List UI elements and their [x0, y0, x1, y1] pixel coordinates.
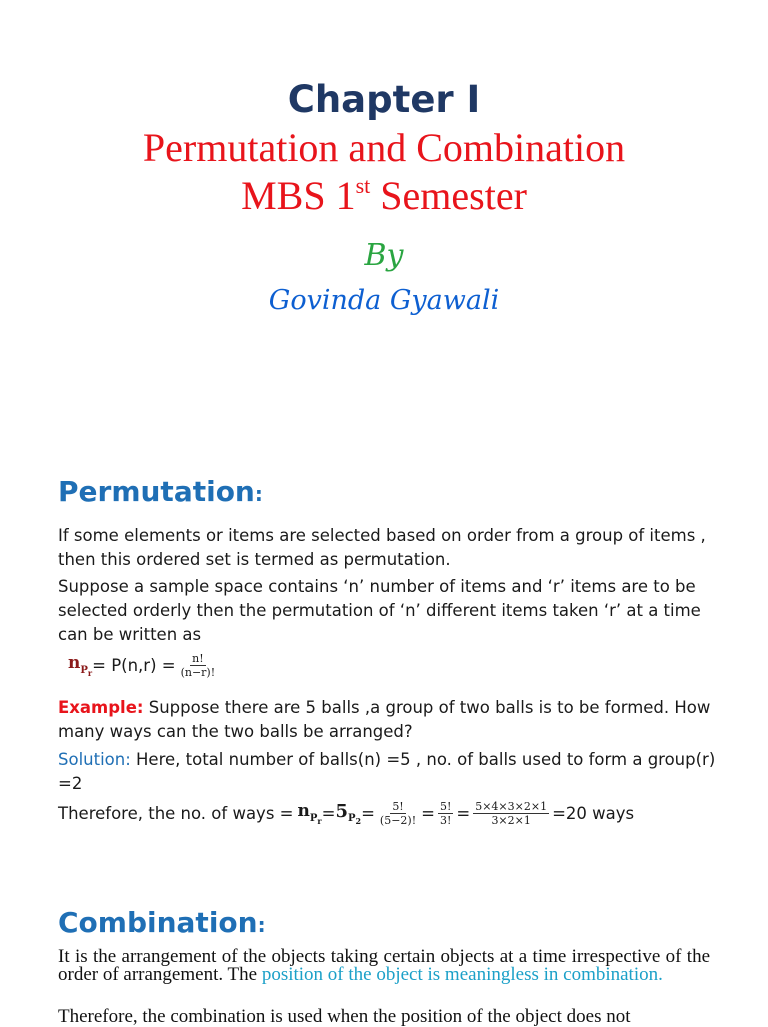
author-name: Govinda Gyawali: [268, 285, 500, 316]
subtitle-semester-sup: st: [355, 173, 371, 198]
permutation-heading: [58, 475, 263, 508]
therefore-eq4: =: [456, 804, 471, 823]
formula-eq: = P(n,r) =: [92, 656, 176, 675]
therefore-fraction-2-num: 5!: [439, 800, 452, 813]
combination-definition-text: It is the arrangement of the objects taking certain objects at a time irrespective of the order of arrangement. The: [58, 946, 710, 985]
permutation-heading-text: Permutation: [58, 475, 255, 508]
combination-definition: [58, 948, 710, 984]
therefore-result: =20 ways: [552, 804, 635, 823]
permutation-definition: If some elements or items are selected based on order from a group of items , then this ordered set is termed as permutation.: [58, 526, 706, 569]
therefore-npr-sub: [310, 813, 322, 824]
npr-base: n: [68, 653, 81, 674]
subtitle-semester-post: Semester: [370, 173, 527, 218]
therefore-fraction-3: [473, 800, 549, 827]
therefore-eq1: =: [321, 804, 336, 823]
combination-usage: Therefore, the combination is used when the position of the object does not: [58, 1006, 631, 1027]
subtitle-semester: [0, 172, 768, 219]
therefore-fraction-1: [378, 800, 418, 827]
therefore-5p2-sub-p: P: [347, 813, 356, 825]
therefore-eq2: =: [361, 804, 375, 823]
permutation-description: Suppose a sample space contains ‘n’ number of items and ‘r’ items are to be selected orderly then the permutation of ‘n’ different items taken ‘r’ at a time can be written as: [58, 577, 701, 644]
permutation-heading-colon: :: [254, 482, 263, 506]
solution-text: Here, total number of balls(n) =5 , no. of balls used to form a group(r) =2: [58, 750, 716, 793]
chapter-title: Chapter I: [287, 78, 481, 121]
example-text: Suppose there are 5 balls ,a group of two balls is to be formed. How many ways can the two balls be arranged?: [58, 698, 711, 741]
therefore-5p2: [335, 801, 361, 827]
npr-subsub: r: [87, 667, 93, 678]
combination-heading-colon: :: [257, 913, 266, 937]
permutation-formula: [68, 652, 220, 679]
therefore-fraction-3-num: 5×4×3×2×1: [475, 800, 548, 813]
npr-sub: [80, 665, 92, 676]
therefore-5p2-base: 5: [335, 800, 348, 822]
therefore-npr: [298, 801, 322, 825]
therefore-eq3: =: [421, 804, 435, 823]
example-label: Example:: [58, 698, 144, 717]
combination-definition-highlight: position of the object is meaningless in combination.: [261, 964, 663, 985]
solution-paragraph: [58, 748, 718, 796]
therefore-fraction-2-den: 3!: [439, 814, 452, 827]
therefore-fraction-1-den: (5−2)!: [379, 814, 417, 827]
therefore-calculation: [58, 800, 634, 827]
therefore-fraction-1-num: 5!: [392, 800, 404, 813]
therefore-5p2-subsub: 2: [355, 816, 362, 827]
therefore-npr-sub-p: P: [309, 812, 318, 824]
subtitle-topic: Permutation and Combination: [142, 125, 626, 170]
therefore-npr-subsub: r: [317, 815, 322, 826]
combination-heading-text: Combination: [58, 906, 258, 939]
example-paragraph: [58, 696, 718, 744]
formula-fraction: [179, 652, 218, 679]
therefore-fraction-2: [438, 800, 453, 827]
therefore-5p2-sub: [347, 813, 362, 827]
by-label: By: [364, 238, 404, 273]
therefore-npr-base: n: [297, 801, 310, 822]
npr-sub-p: P: [80, 664, 88, 676]
formula-numerator: n!: [192, 652, 204, 665]
formula-denominator: (n−r)!: [180, 666, 216, 679]
solution-label: Solution:: [58, 750, 131, 769]
combination-heading: [58, 906, 266, 939]
subtitle-semester-pre: MBS 1: [241, 173, 356, 218]
therefore-fraction-3-den: 3×2×1: [491, 814, 531, 827]
npr-symbol: [68, 653, 92, 677]
therefore-text: Therefore, the no. of ways =: [58, 804, 294, 823]
